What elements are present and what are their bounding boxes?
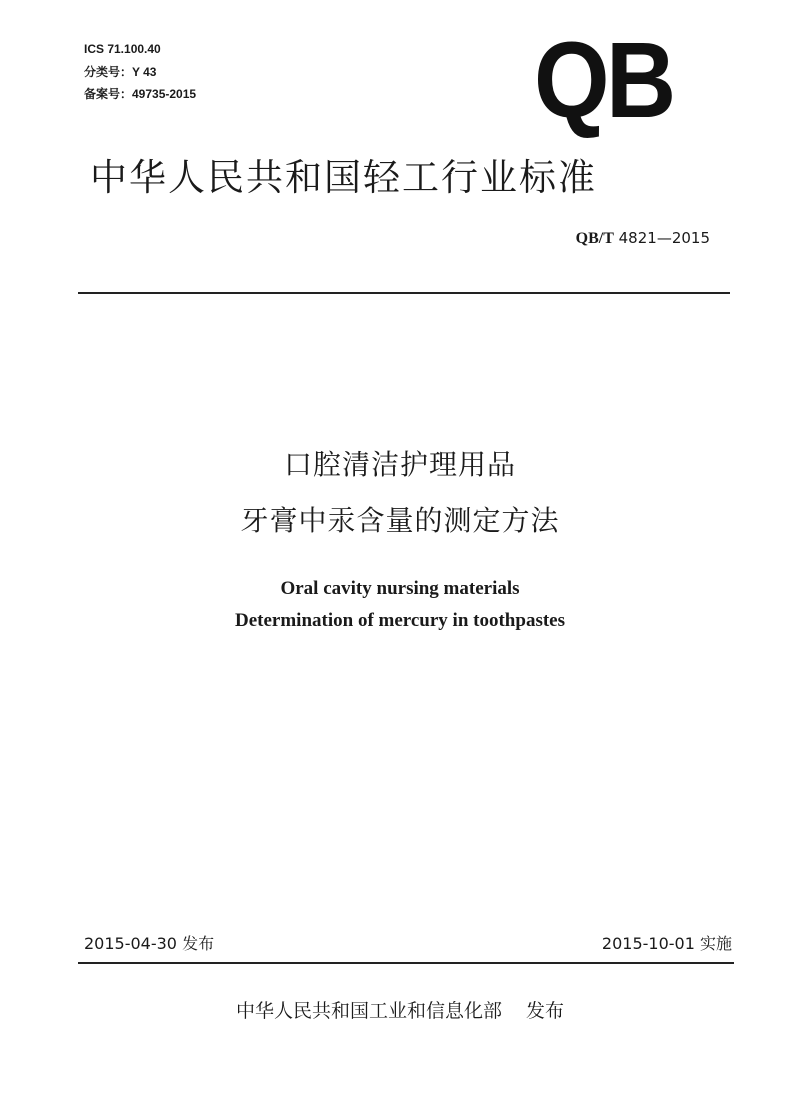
bottom-divider: [78, 962, 734, 964]
top-divider: [78, 292, 730, 294]
qb-logo: QB: [534, 19, 673, 140]
standard-name: 中华人民共和国轻工行业标准: [90, 156, 597, 199]
publisher-action: 发布: [526, 1000, 565, 1022]
title-chinese-line-1: 口腔清洁护理用品: [283, 448, 516, 481]
ics-code: ICS 71.100.40: [84, 42, 161, 56]
filing-number: 备案号：49735-2015: [84, 87, 197, 101]
implementation-date: 2015-10-01 实施: [601, 934, 732, 953]
classification-number: 分类号：Y 43: [84, 65, 157, 79]
publisher: [0, 999, 800, 1023]
title-chinese-line-2: 牙膏中汞含量的测定方法: [240, 504, 560, 537]
publisher-name: 中华人民共和国工业和信息化部: [235, 1000, 502, 1022]
title-english-line-1: Oral cavity nursing materials: [280, 578, 520, 599]
issue-date: 2015-04-30 发布: [84, 934, 215, 953]
title-english-line-2: Determination of mercury in toothpastes: [235, 610, 565, 631]
standard-code: [540, 229, 710, 248]
standard-code-prefix: QB/T: [575, 230, 614, 247]
standard-code-number: 4821—2015: [618, 229, 710, 247]
